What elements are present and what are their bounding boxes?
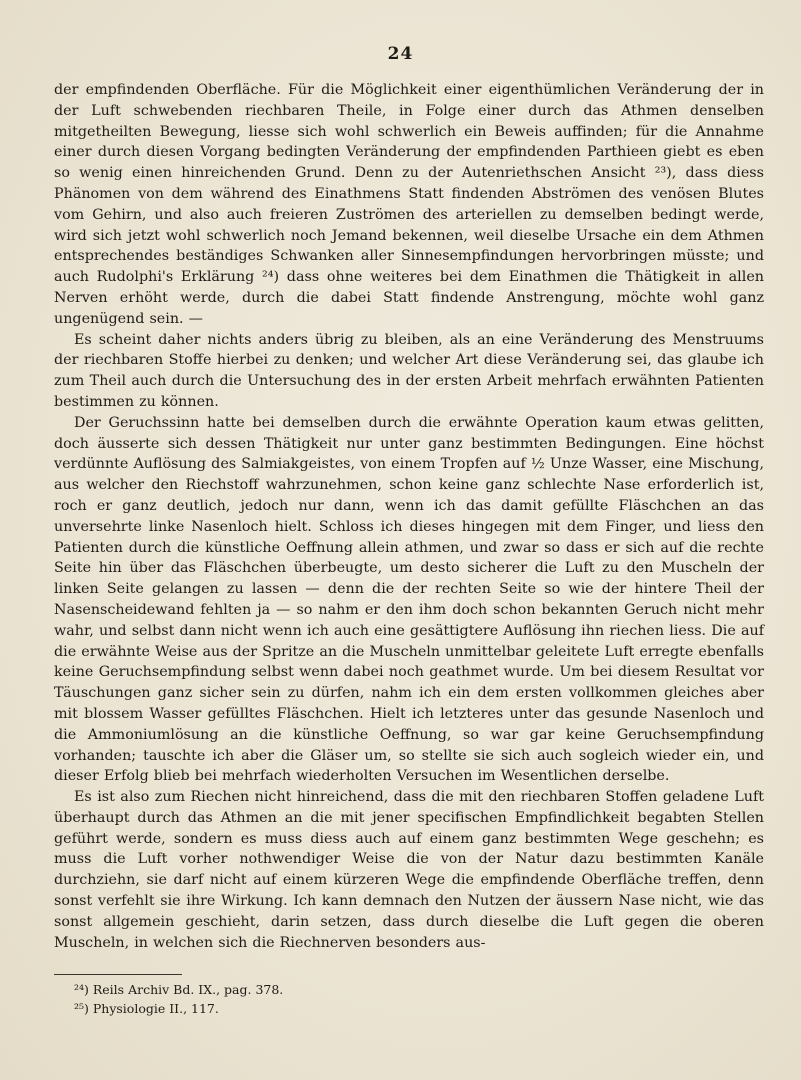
paragraph: Es ist also zum Riechen nicht hinreichend, dass die mit den riechbaren Stoffen geladene Luft überhaupt durch das Athmen an die mit jener specifischen Empfindlichkeit begabten Stellen geführt werde, sondern es muss diess auch auf einem ganz bestimmten Wege geschehn; es muss die Luft vorher nothwendiger Weise die von der Natur dazu bestimmten Kanäle durchziehn, sie darf nicht auf einem kürzeren Wege die empfindende Oberfläche treffen, denn sonst verfehlt sie ihre Wirkung. Ich kann demnach den Nutzen der äussern Nase nicht, wie das sonst allgemein geschieht, darin setzen, dass durch dieselbe die Luft gegen die oberen Muscheln, in welchen sich die Riechnerven besonders aus- (54, 789, 764, 951)
paragraph: Es scheint daher nichts anders übrig zu bleiben, als an eine Veränderung des Menstruums der riechbaren Stoffe hierbei zu denken; und welcher Art diese Veränderung sei, das glaube ich zum Theil auch durch die Untersuchung des in der ersten Arbeit mehrfach erwähnten Patienten bestimmen zu können. (54, 331, 764, 410)
footnote-divider (54, 974, 182, 975)
body-text (54, 80, 764, 953)
footnotes (74, 980, 754, 1018)
footnote: ²⁴) Reils Archiv Bd. IX., pag. 378. (74, 982, 284, 997)
page-number: 24 (387, 44, 414, 64)
paragraph: der empfindenden Oberfläche. Für die Möglichkeit einer eigenthümlichen Veränderung der in der Luft schwebenden riechbaren Theile, in Folge einer durch das Athmen denselben mitgetheilten Bewegung, liesse sich wohl schwerlich ein Beweis auffinden; für die Annahme einer durch diesen Vorgang bedingten Veränderung der empfindenden Parthieen giebt es eben so wenig einen hinreichenden Grund. Denn zu der Autenriethschen Ansicht ²³), dass diess Phänomen von dem während des Einathmens Statt findenden Abströmen des venösen Blutes vom Gehirn, und also auch freieren Zuströmen des arteriellen zu demselben bedingt werde, wird sich jetzt wohl schwerlich noch Jemand bekennen, weil dieselbe Ursache ein dem Athmen entsprechendes beständiges Schwanken aller Sinnesempfindungen hervorbringen müsste; und auch Rudolphi's Erklärung ²⁴) dass ohne weiteres bei dem Einathmen die Thätigkeit in allen Nerven erhöht werde, durch die dabei Statt findende Anstrengung, möchte wohl ganz ungenügend sein. — (54, 82, 764, 327)
paragraph: Der Geruchssinn hatte bei demselben durch die erwähnte Operation kaum etwas gelitten, doch äusserte sich dessen Thätigkeit nur unter ganz bestimmten Bedingungen. Eine höchst verdünnte Auflösung des Salmiakgeistes, von einem Tropfen auf ½ Unze Wasser, eine Mischung, aus welcher den Riechstoff wahrzunehmen, schon keine ganz schlechte Nase erforderlich ist, roch er ganz deutlich, jedoch nur dann, wenn ich das damit gefüllte Fläschchen an das unversehrte linke Nasenloch hielt. Schloss ich dieses hingegen mit dem Finger, und liess den Patienten durch die künstliche Oeffnung allein athmen, und zwar so dass er sich auf die rechte Seite hin über das Fläschchen überbeugte, um desto sicherer die Luft zu den Muscheln der linken Seite gelangen zu lassen — denn die der rechten Seite so wie der hintere Theil der Nasenscheidewand fehlten ja — so nahm er den ihm doch schon bekannten Geruch nicht mehr wahr, und selbst dann nicht wenn ich auch eine gesättigtere Auflösung ihn riechen liess. Die auf die erwähnte Weise aus der Spritze an die Muscheln unmittelbar geleitete Luft erregte ebenfalls keine Geruchsempfindung selbst wenn dabei noch geathmet wurde. Um bei diesem Resultat vor Täuschungen ganz sicher sein zu dürfen, nahm ich ein dem ersten vollkommen gleiches aber mit blossem Wasser gefülltes Fläschchen. Hielt ich letzteres unter das gesunde Nasenloch und die Ammoniumlösung an die künstliche Oeffnung, so war gar keine Geruchsempfindung vorhanden; tauschte ich aber die Gläser um, so stellte sie sich auch sogleich wieder ein, und dieser Erfolg blieb bei mehrfach wiederholten Versuchen im Wesentlichen derselbe. (54, 414, 764, 785)
footnote: ²⁵) Physiologie II., 117. (74, 1001, 219, 1016)
